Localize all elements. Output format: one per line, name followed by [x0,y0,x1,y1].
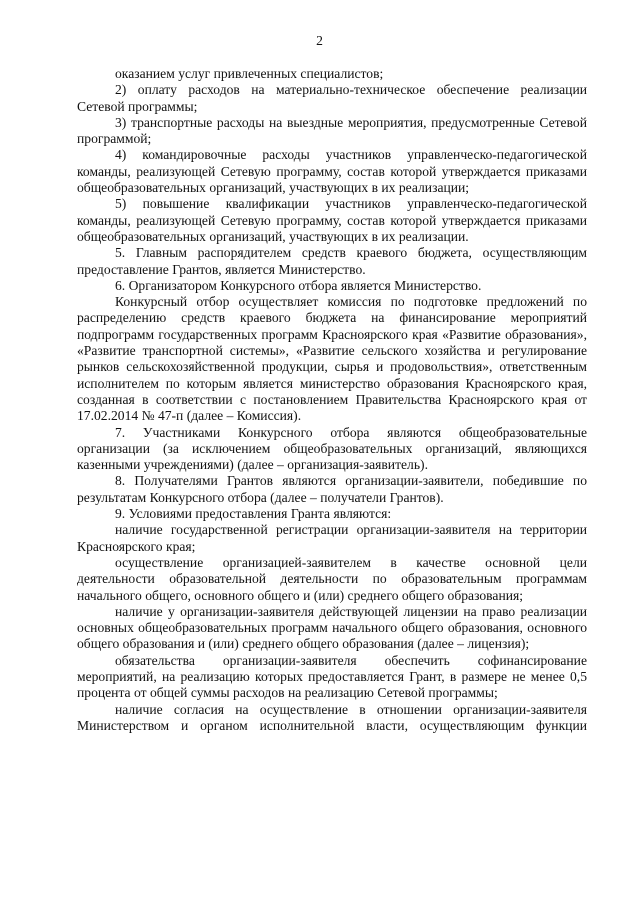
paragraph: 5. Главным распорядителем средств краевого бюджета, осуществляющим предоставление Грантов, является Министерство. [77,245,587,277]
paragraph: наличие государственной регистрации организации-заявителя на территории Красноярского края; [77,522,587,554]
paragraph: 6. Организатором Конкурсного отбора является Министерство. [115,277,482,293]
paragraph: 3) транспортные расходы на выездные мероприятия, предусмотренные Сетевой программой; [77,114,587,147]
paragraph: 2) оплату расходов на материально-техническое обеспечение реализации Сетевой программы; [77,82,587,114]
paragraph: 5) повышение квалификации участников управленческо-педагогической команды, реализующей Сетевую программу, состав которой утверждается приказами общеобразовательных организаций, участвующих в их реализации. [77,196,587,244]
document-body [77,66,587,734]
paragraph: 4) командировочные расходы участников управленческо-педагогической команды, реализующей Сетевую программу, состав которой утверждается приказами общеобразовательных организаций, участвующих в их реализации; [77,147,587,196]
paragraph: 8. Получателями Грантов являются организации-заявители, победившие по результатам Конкурсного отбора (далее – получатели Грантов). [77,473,587,505]
paragraph: Конкурсный отбор осуществляет комиссия по подготовке предложений по распределению средств краевого бюджета на финансирование мероприятий подпрограмм государственных программ Красноярского края «Развитие образования», «Развитие транспортной системы», «Развитие сельского хозяйства и регулирование рынков сельскохозяйственной продукции, сырья и продовольствия», ответственным исполнителем по которым является министерство образования Красноярского края, созданная в соответствии с постановлением Правительства Красноярского края от 17.02.2014 № 47-п (далее – Комиссия). [77,294,587,424]
paragraph: 7. Участниками Конкурсного отбора являются общеобразовательные организации (за исключением общеобразовательных организаций, являющихся казенными учреждениями) (далее – организация-заявитель). [77,424,587,473]
paragraph: 9. Условиями предоставления Гранта являются: [115,506,392,522]
paragraph: наличие у организации-заявителя действующей лицензии на право реализации основных общеобразовательных программ начального общего образования, основного общего образования и (или) среднего общего образования (далее – лицензия); [77,603,587,652]
paragraph: обязательства организации-заявителя обеспечить софинансирование мероприятий, на реализацию которых предоставляется Грант, в размере не менее 0,5 процента от общей суммы расходов на реализацию Сетевой программы; [77,652,587,701]
paragraph: осуществление организацией-заявителем в качестве основной цели деятельности образовательной деятельности по образовательным программам начального общего, основного общего и (или) среднего общего образования; [77,554,587,603]
page-number: 2 [316,33,323,48]
paragraph: наличие согласия на осуществление в отношении организации-заявителя Министерством и органом исполнительной власти, осуществляющим функции [77,701,587,733]
paragraph: оказанием услуг привлеченных специалистов; [115,66,384,81]
